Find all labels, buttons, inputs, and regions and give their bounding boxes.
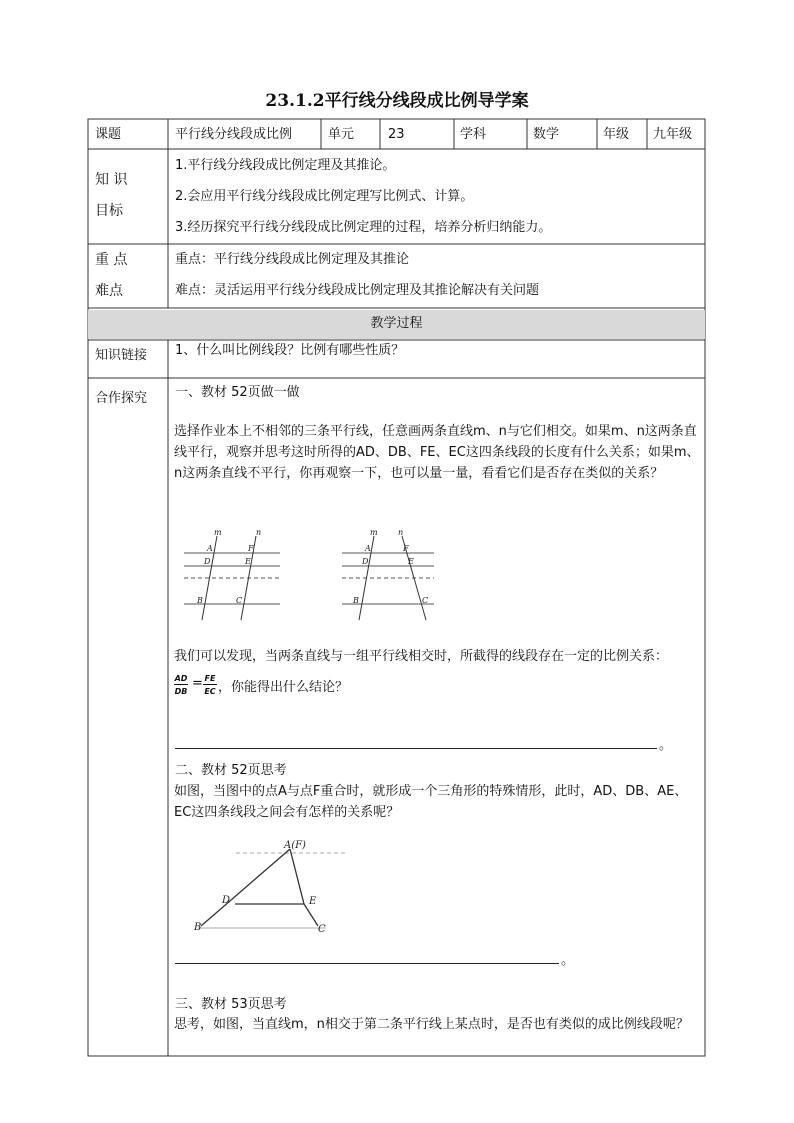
label-C-triangle: C xyxy=(318,924,326,935)
fraction-2-denominator: EC xyxy=(204,687,216,696)
section3-title: 三、教材 53页思考 xyxy=(175,997,287,1012)
section2-paragraph: 如图，当图中的点A与点F重合时，就形成一个三角形的特殊情形，此时，AD、DB、AE、EC这四条线段之间会有怎样的关系呢？ xyxy=(174,784,688,820)
parallel-lines-figure xyxy=(176,528,444,628)
fraction-1-numerator: AD xyxy=(174,674,188,683)
fraction-1-bar xyxy=(174,684,188,685)
section3-paragraph: 思考，如图，当直线m，n相交于第二条平行线上某点时，是否也有类似的成比例线段呢？ xyxy=(174,1017,689,1032)
topic-label: 课题 xyxy=(95,127,122,142)
label-E-left: E xyxy=(245,557,251,566)
label-n-left: n xyxy=(256,528,262,537)
goals-label-2: 目标 xyxy=(95,203,123,219)
process-header: 教学过程 xyxy=(370,316,423,331)
fraction-1-denominator: DB xyxy=(174,687,188,696)
label-B-right: B xyxy=(353,596,359,605)
label-D-triangle: D xyxy=(222,895,231,906)
goal-item-3: 3.经历探究平行线分线段成比例定理的过程，培养分析归纳能力。 xyxy=(175,220,552,235)
fraction-2-bar xyxy=(203,684,217,685)
link-label: 知识链接 xyxy=(95,348,148,363)
section2-title: 二、教材 52页思考 xyxy=(175,763,287,778)
link-question: 1、什么叫比例线段？比例有哪些性质？ xyxy=(175,343,405,358)
section1-title: 一、教材 52页做一做 xyxy=(175,385,300,400)
answer-blank-2-period: 。 xyxy=(561,953,575,968)
label-E-right: E xyxy=(408,557,414,566)
label-B-left: B xyxy=(197,596,203,605)
subject-value: 数学 xyxy=(533,127,560,142)
fraction-2-numerator: FE xyxy=(204,674,216,683)
section1-ask: ，你能得出什么结论？ xyxy=(218,680,349,695)
goals-label-1: 知 识 xyxy=(95,172,128,188)
key-label-2: 难点 xyxy=(95,283,123,299)
label-m-left: m xyxy=(214,528,222,537)
page-title: 23.1.2平行线分线段成比例导学案 xyxy=(265,91,529,111)
label-m-right: m xyxy=(370,528,378,537)
label-AF: A(F) xyxy=(284,840,306,851)
topic-value: 平行线分线段成比例 xyxy=(175,127,293,142)
label-E-triangle: E xyxy=(309,896,317,907)
unit-label: 单元 xyxy=(328,127,355,142)
label-C-left: C xyxy=(236,596,243,605)
equals-sign: = xyxy=(192,676,203,691)
grade-value: 九年级 xyxy=(653,127,693,142)
label-C-right: C xyxy=(422,596,429,605)
goal-item-2: 2.会应用平行线分线段成比例定理写比例式、计算。 xyxy=(175,189,474,204)
label-B-triangle: B xyxy=(194,922,202,933)
label-A-left: A xyxy=(207,544,213,553)
label-F-right: F xyxy=(403,544,409,553)
label-n-right: n xyxy=(398,528,404,537)
label-A-right: A xyxy=(365,544,371,553)
figure-left xyxy=(184,536,280,620)
key-difficulty: 难点：灵活运用平行线分线段成比例定理及其推论解决有关问题 xyxy=(175,283,540,298)
answer-blank-1[interactable] xyxy=(175,748,657,749)
figure-right xyxy=(342,536,434,620)
key-label-1: 重 点 xyxy=(95,252,128,268)
answer-blank-1-period: 。 xyxy=(659,738,673,753)
section1-paragraph: 选择作业本上不相邻的三条平行线，任意画两条直线m、n与它们相交。如果m、n这两条直线平行，观察并思考这时所得的AD、DB、FE、EC这四条线段的长度有什么关系；如果m、n这两条直线不平行，你再观察一下，也可以量一量，看看它们是否存在类似的关系？ xyxy=(174,424,700,481)
answer-blank-2[interactable] xyxy=(175,963,559,964)
label-D-right: D xyxy=(362,557,369,566)
label-D-left: D xyxy=(204,557,211,566)
subject-label: 学科 xyxy=(460,127,487,142)
label-F-left: F xyxy=(248,544,254,553)
goal-item-1: 1.平行线分线段成比例定理及其推论。 xyxy=(175,158,396,173)
section1-finding: 我们可以发现，当两条直线与一组平行线相交时，所截得的线段存在一定的比例关系： xyxy=(174,649,669,664)
explore-label: 合作探究 xyxy=(95,391,148,406)
grade-label: 年级 xyxy=(603,127,630,142)
triangle-figure xyxy=(186,836,356,940)
unit-value: 23 xyxy=(388,127,405,142)
key-focus: 重点：平行线分线段成比例定理及其推论 xyxy=(175,252,410,267)
